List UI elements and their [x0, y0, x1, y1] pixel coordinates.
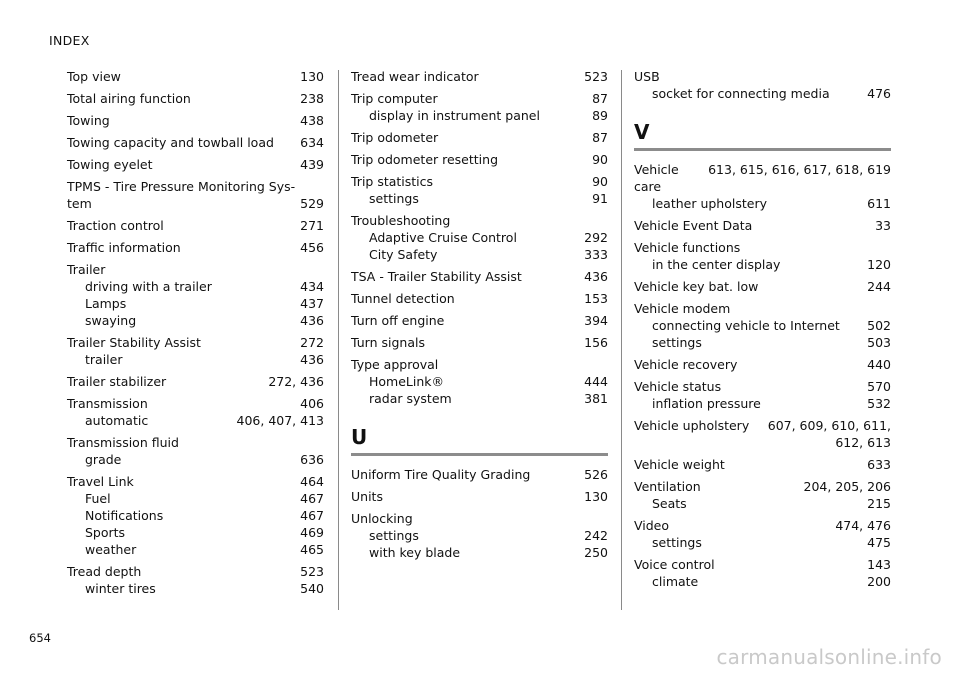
- index-entry-row: [67, 239, 324, 256]
- index-entry: [634, 68, 891, 102]
- page-refs[interactable]: 503: [867, 335, 891, 350]
- index-subentry-row: [351, 544, 608, 561]
- index-term: Vehicle modem: [634, 301, 731, 316]
- index-entry-row: [351, 510, 608, 527]
- index-subterm: settings: [369, 528, 419, 543]
- index-subterm: in the center display: [652, 257, 781, 272]
- index-term: Turn off engine: [351, 313, 445, 328]
- index-subterm: settings: [369, 191, 419, 206]
- index-term: Uniform Tire Quality Grading: [351, 467, 531, 482]
- page-refs[interactable]: 469: [300, 525, 324, 540]
- index-term: Units: [351, 489, 383, 504]
- index-term: Traffic information: [67, 240, 181, 255]
- index-entry: [67, 156, 324, 173]
- index-subterm: inflation pressure: [652, 396, 761, 411]
- index-entry-row: [634, 478, 891, 495]
- index-term: Traction control: [67, 218, 164, 233]
- page-refs[interactable]: 204, 205, 206: [803, 479, 891, 494]
- index-subentry-row: [634, 395, 891, 412]
- index-subterm: Lamps: [85, 296, 127, 311]
- index-column-1: [67, 68, 324, 602]
- index-subentry-row: [67, 507, 324, 524]
- index-term: Vehicle upholstery: [634, 418, 750, 433]
- index-subterm: Notifications: [85, 508, 164, 523]
- index-subterm: Seats: [652, 496, 687, 511]
- index-term: Towing capacity and towball load: [67, 135, 274, 150]
- page-refs[interactable]: 215: [867, 496, 891, 511]
- page-refs[interactable]: 474, 476: [835, 518, 891, 533]
- page-refs[interactable]: 90: [592, 152, 608, 167]
- index-subentry-row: [351, 246, 608, 263]
- index-term: TPMS - Tire Pressure Monitoring Sys-: [67, 179, 296, 194]
- index-subterm: climate: [652, 574, 699, 589]
- index-entry: [634, 456, 891, 473]
- index-term: Vehicle Event Data: [634, 218, 753, 233]
- index-subterm: automatic: [85, 413, 149, 428]
- index-entry: [634, 556, 891, 590]
- page-refs[interactable]: 502: [867, 318, 891, 333]
- index-term: Unlocking: [351, 511, 413, 526]
- page-refs[interactable]: 156: [584, 335, 608, 350]
- page-refs[interactable]: 613, 615, 616, 617, 618, 619: [708, 162, 891, 177]
- page-refs[interactable]: 87: [592, 130, 608, 145]
- index-entry-row: [351, 129, 608, 146]
- index-term: Trip statistics: [351, 174, 434, 189]
- index-subterm: Adaptive Cruise Control: [369, 230, 517, 245]
- index-entry: [67, 261, 324, 329]
- index-entry: [351, 334, 608, 351]
- page-refs[interactable]: 523: [584, 69, 608, 84]
- index-subentry-row: [634, 256, 891, 273]
- index-entry: [67, 239, 324, 256]
- index-entry: [634, 378, 891, 412]
- page-refs[interactable]: 200: [867, 574, 891, 589]
- index-term: USB: [634, 69, 660, 84]
- page-number: 654: [29, 631, 51, 645]
- index-subentry-row: [351, 527, 608, 544]
- index-subterm: swaying: [85, 313, 137, 328]
- index-entry: [351, 151, 608, 168]
- index-term: Total airing function: [67, 91, 191, 106]
- index-term: Towing eyelet: [67, 157, 153, 172]
- index-term: Vehicle weight: [634, 457, 725, 472]
- index-term: Trailer: [67, 262, 106, 277]
- index-subterm: with key blade: [369, 545, 461, 560]
- page-refs[interactable]: 436: [584, 269, 608, 284]
- page-refs[interactable]: 250: [584, 545, 608, 560]
- page-refs[interactable]: 611: [867, 196, 891, 211]
- index-subterm: socket for connecting media: [652, 86, 830, 101]
- index-column-2: [351, 68, 608, 566]
- index-entry-row: [351, 90, 608, 107]
- index-entry: [67, 563, 324, 597]
- index-entry-row: [634, 456, 891, 473]
- index-subentry-row: [67, 580, 324, 597]
- index-entry-row: [351, 151, 608, 168]
- page-refs[interactable]: 90: [592, 174, 608, 189]
- index-subentry-row: [351, 373, 608, 390]
- index-term: Vehicle care: [634, 162, 679, 194]
- page-refs[interactable]: 406: [300, 396, 324, 411]
- index-subterm: winter tires: [85, 581, 156, 596]
- index-subentry-row: [351, 390, 608, 407]
- page-refs[interactable]: 87: [592, 91, 608, 106]
- index-entry: [351, 466, 608, 483]
- page-refs[interactable]: 636: [300, 452, 324, 467]
- index-entry-row: [634, 417, 891, 434]
- index-subentry-row: [67, 451, 324, 468]
- index-term: Trip odometer resetting: [351, 152, 499, 167]
- index-entry: [634, 161, 891, 212]
- index-entry: [67, 434, 324, 468]
- index-column-3: [634, 68, 891, 595]
- index-subterm: weather: [85, 542, 137, 557]
- index-subterm: settings: [652, 535, 702, 550]
- index-entry-row: [67, 112, 324, 129]
- index-entry: [634, 517, 891, 551]
- page-header: INDEX: [49, 33, 90, 48]
- index-subentry-row: [67, 541, 324, 558]
- index-entry: [351, 290, 608, 307]
- index-subentry-row: [634, 195, 891, 212]
- index-subentry-row: [634, 317, 891, 334]
- index-entry: [351, 68, 608, 85]
- page-refs[interactable]: 440: [867, 357, 891, 372]
- page-refs[interactable]: 526: [584, 467, 608, 482]
- index-subterm: City Safety: [369, 247, 438, 262]
- index-subentry-row: [634, 334, 891, 351]
- page-refs[interactable]: 444: [584, 374, 608, 389]
- page-refs[interactable]: 394: [584, 313, 608, 328]
- index-term: Travel Link: [67, 474, 134, 489]
- page-refs[interactable]: 242: [584, 528, 608, 543]
- index-entry-row: [67, 373, 324, 390]
- page-refs[interactable]: 529: [300, 196, 324, 211]
- index-entry: [634, 417, 891, 451]
- index-subentry-row: [67, 524, 324, 541]
- index-subentry-row: [67, 490, 324, 507]
- page-refs[interactable]: 153: [584, 291, 608, 306]
- index-entry: [351, 90, 608, 124]
- index-entry: [351, 268, 608, 285]
- index-subterm: display in instrument panel: [369, 108, 540, 123]
- index-entry: [634, 300, 891, 351]
- index-entry: [67, 217, 324, 234]
- index-entry-row: [67, 134, 324, 151]
- index-entry-row: [67, 178, 324, 195]
- index-entry-row: [634, 68, 891, 85]
- index-entry-row: [351, 356, 608, 373]
- index-term: Transmission: [67, 396, 148, 411]
- page-refs[interactable]: 381: [584, 391, 608, 406]
- column-divider: [621, 70, 622, 610]
- index-term: Video: [634, 518, 670, 533]
- index-entry-row: [351, 466, 608, 483]
- page-refs[interactable]: 272: [300, 335, 324, 350]
- index-entry-row: [67, 334, 324, 351]
- section-letter: U: [351, 425, 368, 449]
- index-term: Tread wear indicator: [351, 69, 479, 84]
- page-refs[interactable]: 465: [300, 542, 324, 557]
- index-entry: [351, 212, 608, 263]
- index-entry-row: [634, 300, 891, 317]
- index-entry-row: [634, 161, 891, 195]
- index-subterm: trailer: [85, 352, 123, 367]
- index-entry-row: [67, 261, 324, 278]
- page-refs[interactable]: 523: [300, 564, 324, 579]
- index-entry-row: [634, 556, 891, 573]
- index-entry: [351, 510, 608, 561]
- page-refs[interactable]: 437: [300, 296, 324, 311]
- page-refs[interactable]: 439: [300, 157, 324, 172]
- index-subentry-row: [67, 412, 324, 429]
- page-refs[interactable]: 89: [592, 108, 608, 123]
- index-entry-row: [351, 312, 608, 329]
- index-entry-row: [634, 378, 891, 395]
- index-entry: [67, 334, 324, 368]
- index-entry: [67, 112, 324, 129]
- page-refs[interactable]: 272, 436: [268, 374, 324, 389]
- index-subentry-row: [351, 190, 608, 207]
- index-entry: [634, 356, 891, 373]
- page-refs[interactable]: 33: [875, 218, 891, 233]
- index-subentry-row: [67, 278, 324, 295]
- section-letter-block: [634, 120, 891, 151]
- index-subentry-row: [67, 295, 324, 312]
- index-entry-row: [351, 68, 608, 85]
- index-entry: [351, 129, 608, 146]
- page-refs[interactable]: 91: [592, 191, 608, 206]
- index-subentry-row: [67, 312, 324, 329]
- page-refs[interactable]: 333: [584, 247, 608, 262]
- index-entry: [351, 312, 608, 329]
- index-entry: [67, 68, 324, 85]
- index-entry-row: [634, 239, 891, 256]
- index-term: Trailer Stability Assist: [67, 335, 201, 350]
- index-entry-row: [67, 156, 324, 173]
- index-entry: [67, 178, 324, 212]
- index-entry: [351, 173, 608, 207]
- index-term: Turn signals: [351, 335, 425, 350]
- index-entry-row: [634, 356, 891, 373]
- index-entry-row: [67, 395, 324, 412]
- index-subentry-row: [634, 495, 891, 512]
- page-refs[interactable]: 633: [867, 457, 891, 472]
- index-term-continued: tem: [67, 196, 92, 211]
- index-entry-row: [67, 195, 324, 212]
- page-refs[interactable]: 143: [867, 557, 891, 572]
- index-entry-row: [351, 290, 608, 307]
- index-subentry-row: [634, 534, 891, 551]
- index-term: TSA - Trailer Stability Assist: [351, 269, 522, 284]
- index-term: Vehicle recovery: [634, 357, 738, 372]
- page-refs[interactable]: 570: [867, 379, 891, 394]
- index-subterm: Sports: [85, 525, 126, 540]
- page-refs[interactable]: 406, 407, 413: [236, 413, 324, 428]
- index-entry-row: [67, 90, 324, 107]
- index-entry-row: [351, 268, 608, 285]
- index-term: Towing: [67, 113, 110, 128]
- index-entry-row: [351, 488, 608, 505]
- index-term: Trailer stabilizer: [67, 374, 167, 389]
- index-term: Voice control: [634, 557, 715, 572]
- page-refs[interactable]: 634: [300, 135, 324, 150]
- section-letter: V: [634, 120, 650, 144]
- index-entry: [634, 478, 891, 512]
- page-refs[interactable]: 456: [300, 240, 324, 255]
- page-refs[interactable]: 436: [300, 313, 324, 328]
- index-entry-row: [634, 278, 891, 295]
- page-refs[interactable]: 434: [300, 279, 324, 294]
- page-refs[interactable]: 540: [300, 581, 324, 596]
- index-term: Trip odometer: [351, 130, 439, 145]
- index-entry: [634, 278, 891, 295]
- index-term: Tread depth: [67, 564, 142, 579]
- index-subterm: grade: [85, 452, 122, 467]
- index-term: Vehicle status: [634, 379, 722, 394]
- page-refs-continued[interactable]: 612, 613: [835, 435, 891, 450]
- index-entry-row: [67, 434, 324, 451]
- index-term: Troubleshooting: [351, 213, 451, 228]
- column-divider: [338, 70, 339, 610]
- index-subentry-row: [351, 107, 608, 124]
- index-subterm: Fuel: [85, 491, 111, 506]
- index-subentry-row: [634, 573, 891, 590]
- index-entry: [634, 239, 891, 273]
- index-entry-row: [351, 334, 608, 351]
- index-entry: [351, 356, 608, 407]
- watermark: carmanualsonline.info: [716, 645, 942, 669]
- page-refs[interactable]: 467: [300, 508, 324, 523]
- index-entry: [67, 473, 324, 558]
- index-entry-row: [67, 563, 324, 580]
- index-entry: [67, 90, 324, 107]
- index-entry: [67, 134, 324, 151]
- index-entry-row: [67, 473, 324, 490]
- page-refs[interactable]: 475: [867, 535, 891, 550]
- section-rule: [351, 453, 608, 456]
- page-refs[interactable]: 467: [300, 491, 324, 506]
- page-refs[interactable]: 436: [300, 352, 324, 367]
- page-refs[interactable]: 438: [300, 113, 324, 128]
- index-subterm: driving with a trailer: [85, 279, 212, 294]
- index-entry-row: [634, 217, 891, 234]
- index-subterm: settings: [652, 335, 702, 350]
- index-term: Transmission fluid: [67, 435, 179, 450]
- index-term: Tunnel detection: [351, 291, 455, 306]
- index-entry-row: [351, 173, 608, 190]
- index-subentry-row: [634, 85, 891, 102]
- index-term: Vehicle key bat. low: [634, 279, 759, 294]
- page-refs[interactable]: 607, 609, 610, 611,: [767, 418, 891, 433]
- index-term: Top view: [67, 69, 121, 84]
- page-refs[interactable]: 532: [867, 396, 891, 411]
- page-refs[interactable]: 244: [867, 279, 891, 294]
- index-subterm: HomeLink®: [369, 374, 445, 389]
- index-entry: [67, 373, 324, 390]
- page-refs[interactable]: 292: [584, 230, 608, 245]
- index-entry: [351, 488, 608, 505]
- page-refs[interactable]: 130: [584, 489, 608, 504]
- section-rule: [634, 148, 891, 151]
- index-entry-row: [351, 212, 608, 229]
- index-entry-row: [67, 217, 324, 234]
- index-subterm: connecting vehicle to Internet: [652, 318, 840, 333]
- index-subentry-row: [351, 229, 608, 246]
- index-entry-row: [634, 517, 891, 534]
- index-term: Trip computer: [351, 91, 438, 106]
- index-entry: [634, 217, 891, 234]
- index-entry-row: [67, 68, 324, 85]
- page-refs[interactable]: 271: [300, 218, 324, 233]
- page-refs[interactable]: 120: [867, 257, 891, 272]
- index-subterm: leather upholstery: [652, 196, 767, 211]
- page-refs[interactable]: 476: [867, 86, 891, 101]
- index-term: Ventilation: [634, 479, 701, 494]
- index-entry: [67, 395, 324, 429]
- index-subterm: radar system: [369, 391, 452, 406]
- page-refs[interactable]: 238: [300, 91, 324, 106]
- index-term: Vehicle functions: [634, 240, 741, 255]
- section-letter-block: [351, 425, 608, 456]
- index-subentry-row: [67, 351, 324, 368]
- index-term: Type approval: [351, 357, 439, 372]
- page-refs[interactable]: 130: [300, 69, 324, 84]
- page-refs[interactable]: 464: [300, 474, 324, 489]
